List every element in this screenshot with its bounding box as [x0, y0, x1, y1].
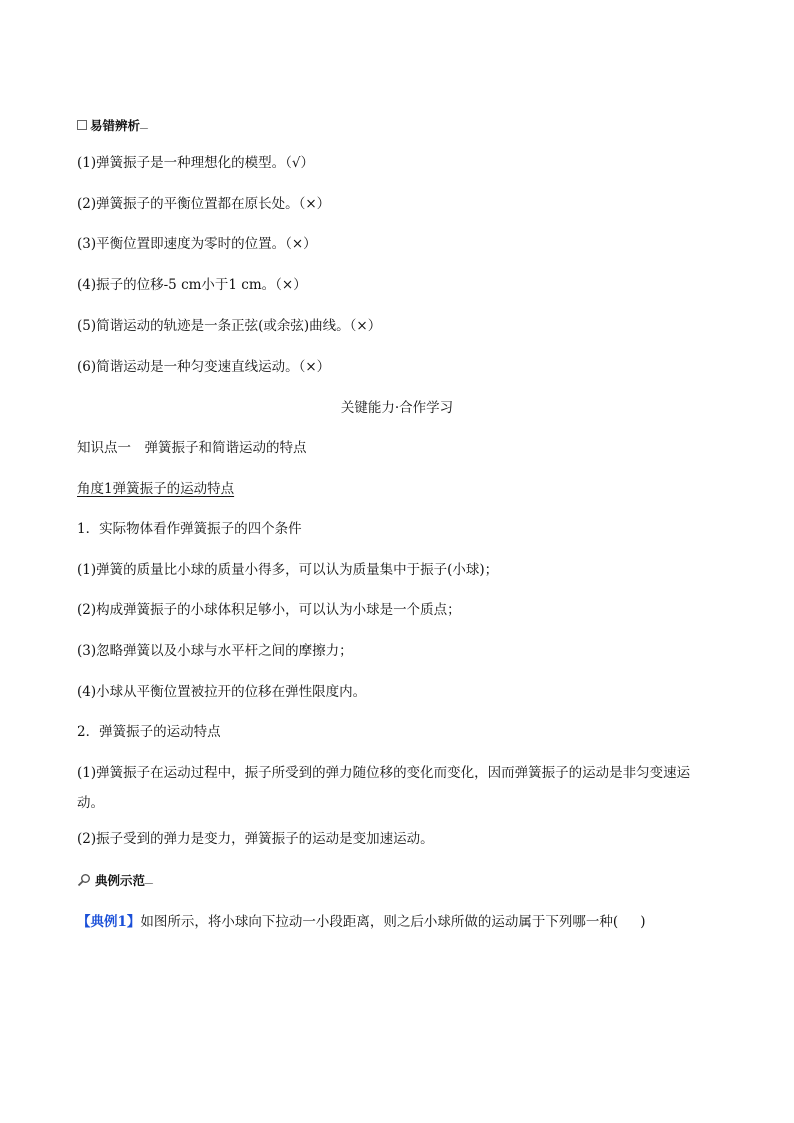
error-item-2: (2)弹簧振子的平衡位置都在原长处。（×） [77, 196, 331, 212]
knowledge-point-title: 知识点一 弹簧振子和简谐运动的特点 [77, 440, 307, 456]
error-item-1: (1)弹簧振子是一种理想化的模型。（√） [77, 155, 314, 171]
error-item-4: (4)振子的位移-5 cm小于1 cm。（×） [77, 277, 307, 293]
part1-item-2: (2)构成弹簧振子的小球体积足够小，可以认为小球是一个质点； [77, 602, 461, 618]
section-heading: 关键能力·合作学习 [340, 400, 454, 416]
pen-stroke-icon [145, 877, 158, 884]
example-label: 【典例1】 [77, 914, 141, 930]
error-analysis-badge: 易错辨析 [77, 116, 150, 134]
example-question [77, 912, 645, 932]
magnifier-icon [77, 873, 91, 887]
checkbox-icon [77, 120, 87, 130]
part1-item-1: (1)弹簧的质量比小球的质量小得多，可以认为质量集中于振子(小球)； [77, 562, 499, 578]
example-text: 如图所示，将小球向下拉动一小段距离，则之后小球所做的运动属于下列哪一种( [140, 914, 619, 930]
part1-item-3: (3)忽略弹簧以及小球与水平杆之间的摩擦力； [77, 643, 353, 659]
example-close: ) [640, 914, 646, 930]
part2-item-2: (2)振子受到的弹力是变力，弹簧振子的运动是变加速运动。 [77, 831, 434, 847]
part1-item-4: (4)小球从平衡位置被拉开的位移在弹性限度内。 [77, 684, 367, 700]
part1-title: 1．实际物体看作弹簧振子的四个条件 [77, 521, 302, 537]
angle-title: 角度1弹簧振子的运动特点 [77, 481, 235, 497]
error-item-3: (3)平衡位置即速度为零时的位置。（×） [77, 236, 317, 252]
example-badge: 典例示范 [77, 871, 155, 889]
error-item-6: (6)简谐运动是一种匀变速直线运动。（×） [77, 359, 331, 375]
error-item-5: (5)简谐运动的轨迹是一条正弦(或余弦)曲线。（×） [77, 318, 382, 334]
part2-title: 2．弹簧振子的运动特点 [77, 724, 221, 740]
part2-item-1: (1)弹簧振子在运动过程中，振子所受到的弹力随位移的变化而变化，因而弹簧振子的运动是非匀变速运动。 [77, 765, 691, 811]
pen-stroke-icon [140, 122, 153, 129]
